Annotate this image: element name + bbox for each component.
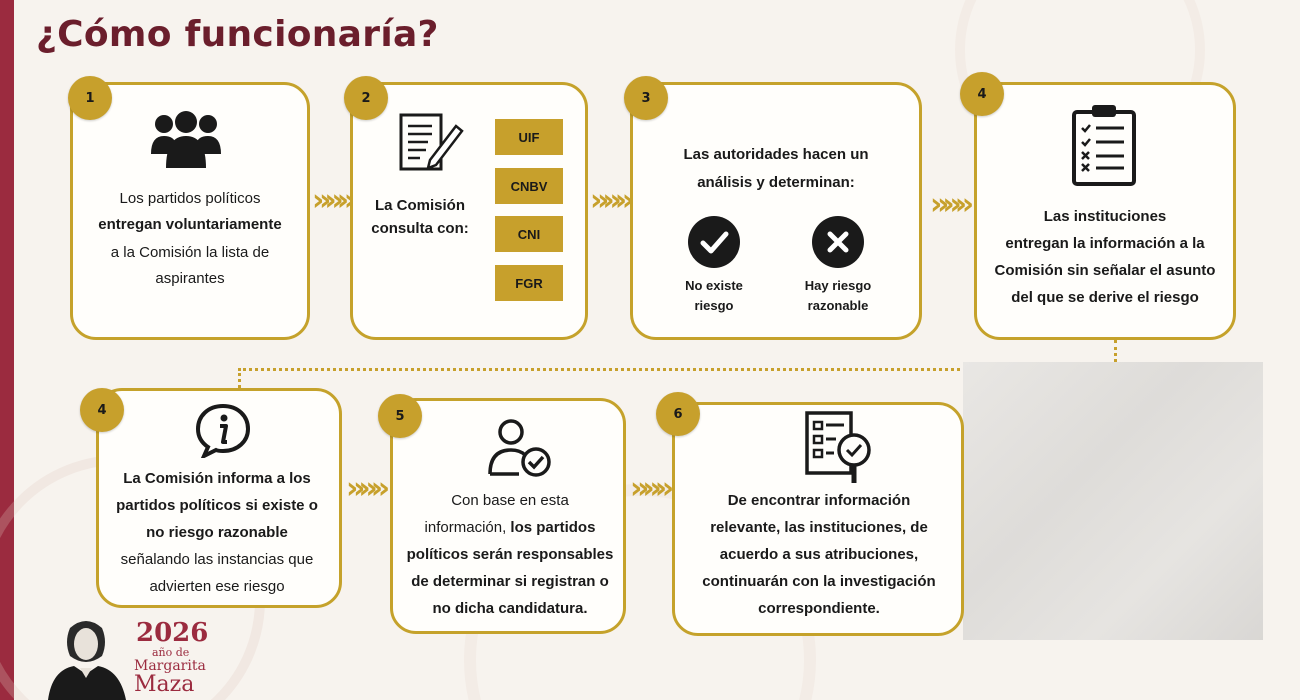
portrait-logo <box>40 612 132 700</box>
step-1-text-2: entregan voluntariamente <box>98 216 282 233</box>
step-5-badge: 5 <box>378 394 422 438</box>
flow-arrow-2-3: »»» <box>590 183 628 218</box>
step-5-text-3: políticos serán responsables <box>406 546 614 563</box>
step-4a-text-1: Las instituciones <box>1043 208 1167 225</box>
risk-label-1: Hay riesgo <box>804 278 872 293</box>
logo-last-name: Maza <box>134 672 195 697</box>
step-6-badge: 6 <box>656 392 700 436</box>
step-5-text-2a: información, <box>424 519 511 536</box>
step-1-badge: 1 <box>68 76 112 120</box>
no-risk-label-2: riesgo <box>694 298 734 313</box>
flow-arrow-5-6: »»» <box>630 471 668 506</box>
institution-tag-fgr: FGR <box>495 265 563 301</box>
step-4b-text-3: no riesgo razonable <box>146 524 288 541</box>
x-circle-icon <box>812 216 864 268</box>
institution-tag-cni: CNI <box>495 216 563 252</box>
step-6-text-3: acuerdo a sus atribuciones, <box>719 546 919 563</box>
step-6-text-1: De encontrar información <box>727 492 911 509</box>
document-pen-icon <box>398 112 464 176</box>
logo-subtitle: año de <box>152 646 190 659</box>
step-5-text-4: de determinar si registran o <box>411 573 609 590</box>
step-2-text-1: La Comisión <box>374 197 465 214</box>
step-5-text-2 <box>396 515 624 541</box>
step-4b-text-4: señalando las instancias que <box>120 551 314 568</box>
no-risk-label-1: No existe <box>685 278 743 293</box>
step-5-text-1: Con base en esta <box>451 492 569 509</box>
people-group-icon <box>150 110 222 168</box>
step-5-text-5: no dicha candidatura. <box>432 600 588 617</box>
step-3-text-2: análisis y determinan: <box>697 174 855 191</box>
document-search-icon <box>804 410 876 486</box>
step-2-badge: 2 <box>344 76 388 120</box>
step-6-text-2: relevante, las instituciones, de <box>710 519 928 536</box>
page-title: ¿Cómo funcionaría? <box>36 14 439 55</box>
logo-first-name: Margarita <box>134 658 206 674</box>
checklist-clipboard-icon <box>1070 102 1138 188</box>
flow-arrow-3-4: »»» <box>930 187 968 222</box>
logo-year: 2026 <box>136 618 209 648</box>
step-6-text-5: correspondiente. <box>758 600 880 617</box>
step-4a-text-4: del que se derive el riesgo <box>1011 289 1199 306</box>
step-4a-text-2: entregan la información a la <box>1005 235 1205 252</box>
step-3-badge: 3 <box>624 76 668 120</box>
connector-vertical-left <box>238 368 241 388</box>
step-1-text-3: a la Comisión la lista de <box>110 244 270 261</box>
step-1-text-4: aspirantes <box>155 270 225 287</box>
institution-tag-uif: UIF <box>495 119 563 155</box>
step-4a-badge: 4 <box>960 72 1004 116</box>
step-3-text-1: Las autoridades hacen un <box>683 146 869 163</box>
risk-label-2: razonable <box>807 298 869 313</box>
step-4b-text-2: partidos políticos si existe o <box>116 497 318 514</box>
step-6-text-4: continuarán con la investigación <box>702 573 936 590</box>
background-photo <box>963 362 1263 640</box>
institution-tag-cnbv: CNBV <box>495 168 563 204</box>
check-circle-icon <box>688 216 740 268</box>
info-icon <box>193 402 253 458</box>
step-4b-text-1: La Comisión informa a los <box>123 470 311 487</box>
flow-arrow-1-2: »»» <box>312 183 350 218</box>
step-1-text-1: Los partidos políticos <box>119 190 261 207</box>
step-2-text-2: consulta con: <box>371 220 469 237</box>
step-4b-text-5: advierten ese riesgo <box>149 578 285 595</box>
step-4a-text-3: Comisión sin señalar el asunto <box>994 262 1216 279</box>
step-4b-badge: 4 <box>80 388 124 432</box>
user-check-icon <box>487 418 553 478</box>
flow-arrow-4-5: »»» <box>346 471 384 506</box>
step-5-text-2b: los partidos <box>510 519 596 536</box>
